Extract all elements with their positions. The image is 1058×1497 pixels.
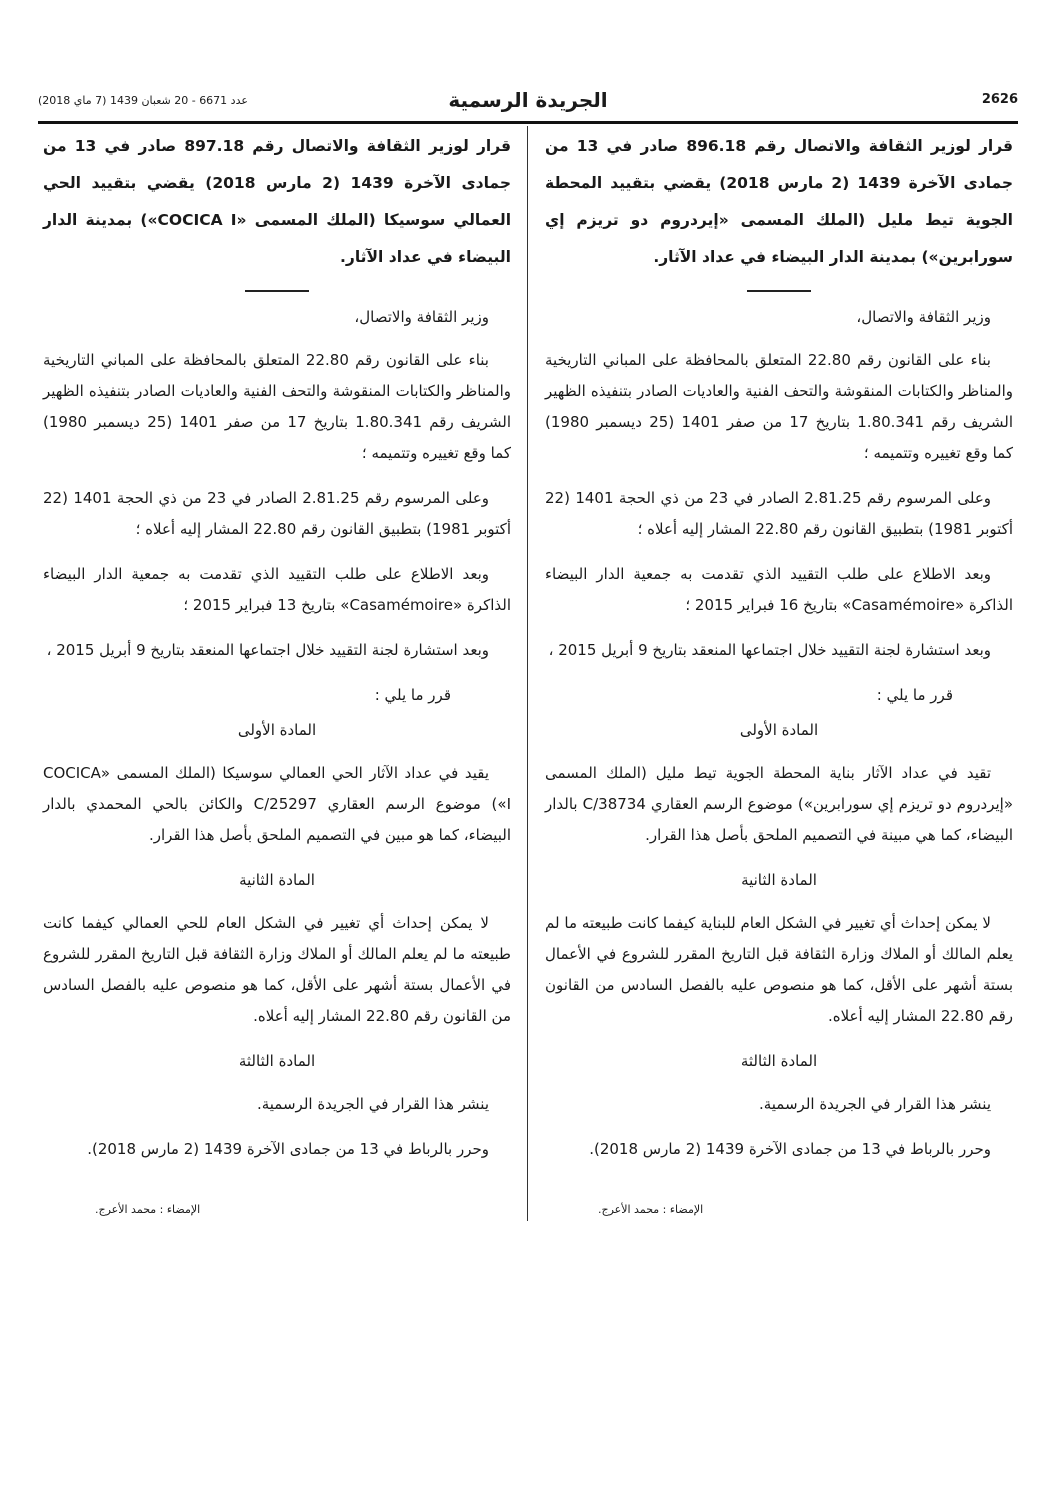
article-2-text: لا يمكن إحداث أي تغيير في الشكل العام للحي العمالي كيفما كانت طبيعته ما لم يعلم المالك أو الملاك وزارة الثقافة قبل التاريخ المقرر للشروع في الأعمال بستة أشهر على الأقل، كما هو منصوص عليه بالفصل السادس من القانون رقم 22.80 المشار إليه أعلاه. [43,914,511,1025]
article-1-text: تقيد في عداد الآثار بناية المحطة الجوية تيط مليل (الملك المسمى «إيردروم دو تريزم إي سورابرين») موضوع الرسم العقاري C/38734 بالدار البيضاء، كما هي مبينة في التصميم الملحق بأصل هذا القرار. [545,764,1013,844]
decided-line: قرر ما يلي : [374,686,451,704]
article-3-heading: المادة الثالثة [238,1052,316,1070]
gazette-title: الجريدة الرسمية [448,88,608,112]
article-3-text: ينشر هذا القرار في الجريدة الرسمية. [758,1095,991,1113]
signature-left: الإمضاء : محمد الأعرج. [95,1203,201,1216]
page-header [38,88,1018,116]
preamble-request: وبعد الاطلاع على طلب التقييد الذي تقدمت به جمعية الدار البيضاء الذاكرة «Casamémoire» بتاريخ 13 فبراير 2015 ؛ [43,565,511,614]
article-2-heading: المادة الثانية [239,871,315,889]
column-divider [527,126,528,1221]
article-3-heading: المادة الثالثة [740,1052,818,1070]
decree-897-column [43,128,511,1179]
article-2-heading: المادة الثانية [741,871,817,889]
header-rule [38,121,1018,124]
preamble-committee: وبعد استشارة لجنة التقييد خلال اجتماعها المنعقد بتاريخ 9 أبريل 2015 ، [46,641,489,659]
article-1-heading: المادة الأولى [237,721,317,739]
title-separator [245,290,309,292]
title-separator [747,290,811,292]
preamble-decree: وعلى المرسوم رقم 2.81.25 الصادر في 23 من ذي الحجة 1401 (22 أكتوبر 1981) بتطبيق القانون رقم 22.80 المشار إليه أعلاه ؛ [545,489,1013,538]
signature-right: الإمضاء : محمد الأعرج. [598,1203,704,1216]
decree-title: قرار لوزير الثقافة والاتصال رقم 896.18 صادر في 13 من جمادى الآخرة 1439 (2 مارس 2018) يقضي بتقييد المحطة الجوية تيط مليل (الملك المسمى «إيردروم دو تريزم إي سورابرين») بمدينة الدار البيضاء في عداد الآثار. [545,137,1014,266]
article-2-text: لا يمكن إحداث أي تغيير في الشكل العام للبناية كيفما كانت طبيعته ما لم يعلم المالك أو الملاك وزارة الثقافة قبل التاريخ المقرر للشروع في الأعمال بستة أشهر على الأقل، كما هو منصوص عليه بالفصل السادس من القانون رقم 22.80 المشار إليه أعلاه. [545,914,1013,1025]
decree-title: قرار لوزير الثقافة والاتصال رقم 897.18 صادر في 13 من جمادى الآخرة 1439 (2 مارس 2018) يقضي بتقييد الحي العمالي سوسيكا (الملك المسمى «COCICA I») بمدينة الدار البيضاء في عداد الآثار. [43,137,512,266]
preamble-law: بناء على القانون رقم 22.80 المتعلق بالمحافظة على المباني التاريخية والمناظر والكتابات المنقوشة والتحف الفنية والعاديات الصادر بتنفيذه الظهير الشريف رقم 1.80.341 بتاريخ 17 من صفر 1401 (25 ديسمبر 1980) كما وقع تغييره وتتميمه ؛ [43,351,512,462]
article-1-heading: المادة الأولى [739,721,819,739]
decree-896-column [545,128,1013,1179]
minister-line: وزير الثقافة والاتصال، [856,308,991,326]
article-3-text: ينشر هذا القرار في الجريدة الرسمية. [256,1095,489,1113]
preamble-request: وبعد الاطلاع على طلب التقييد الذي تقدمت به جمعية الدار البيضاء الذاكرة «Casamémoire» بتاريخ 16 فبراير 2015 ؛ [545,565,1013,614]
minister-line: وزير الثقافة والاتصال، [354,308,489,326]
article-1-text: يقيد في عداد الآثار الحي العمالي سوسيكا (الملك المسمى «COCICA I») موضوع الرسم العقاري C/25297 والكائن بالحي المحمدي بالدار البيضاء، كما هو مبين في التصميم الملحق بأصل هذا القرار. [43,764,511,844]
page-number: 2626 [981,92,1018,107]
done-at-line: وحرر بالرباط في 13 من جمادى الآخرة 1439 (2 مارس 2018). [589,1140,991,1158]
preamble-law: بناء على القانون رقم 22.80 المتعلق بالمحافظة على المباني التاريخية والمناظر والكتابات المنقوشة والتحف الفنية والعاديات الصادر بتنفيذه الظهير الشريف رقم 1.80.341 بتاريخ 17 من صفر 1401 (25 ديسمبر 1980) كما وقع تغييره وتتميمه ؛ [545,351,1014,462]
preamble-committee: وبعد استشارة لجنة التقييد خلال اجتماعها المنعقد بتاريخ 9 أبريل 2015 ، [548,641,991,659]
preamble-decree: وعلى المرسوم رقم 2.81.25 الصادر في 23 من ذي الحجة 1401 (22 أكتوبر 1981) بتطبيق القانون رقم 22.80 المشار إليه أعلاه ؛ [43,489,511,538]
decided-line: قرر ما يلي : [876,686,953,704]
issue-info: عدد 6671 - 20 شعبان 1439 (7 ماي 2018) [38,94,248,107]
done-at-line: وحرر بالرباط في 13 من جمادى الآخرة 1439 (2 مارس 2018). [87,1140,489,1158]
